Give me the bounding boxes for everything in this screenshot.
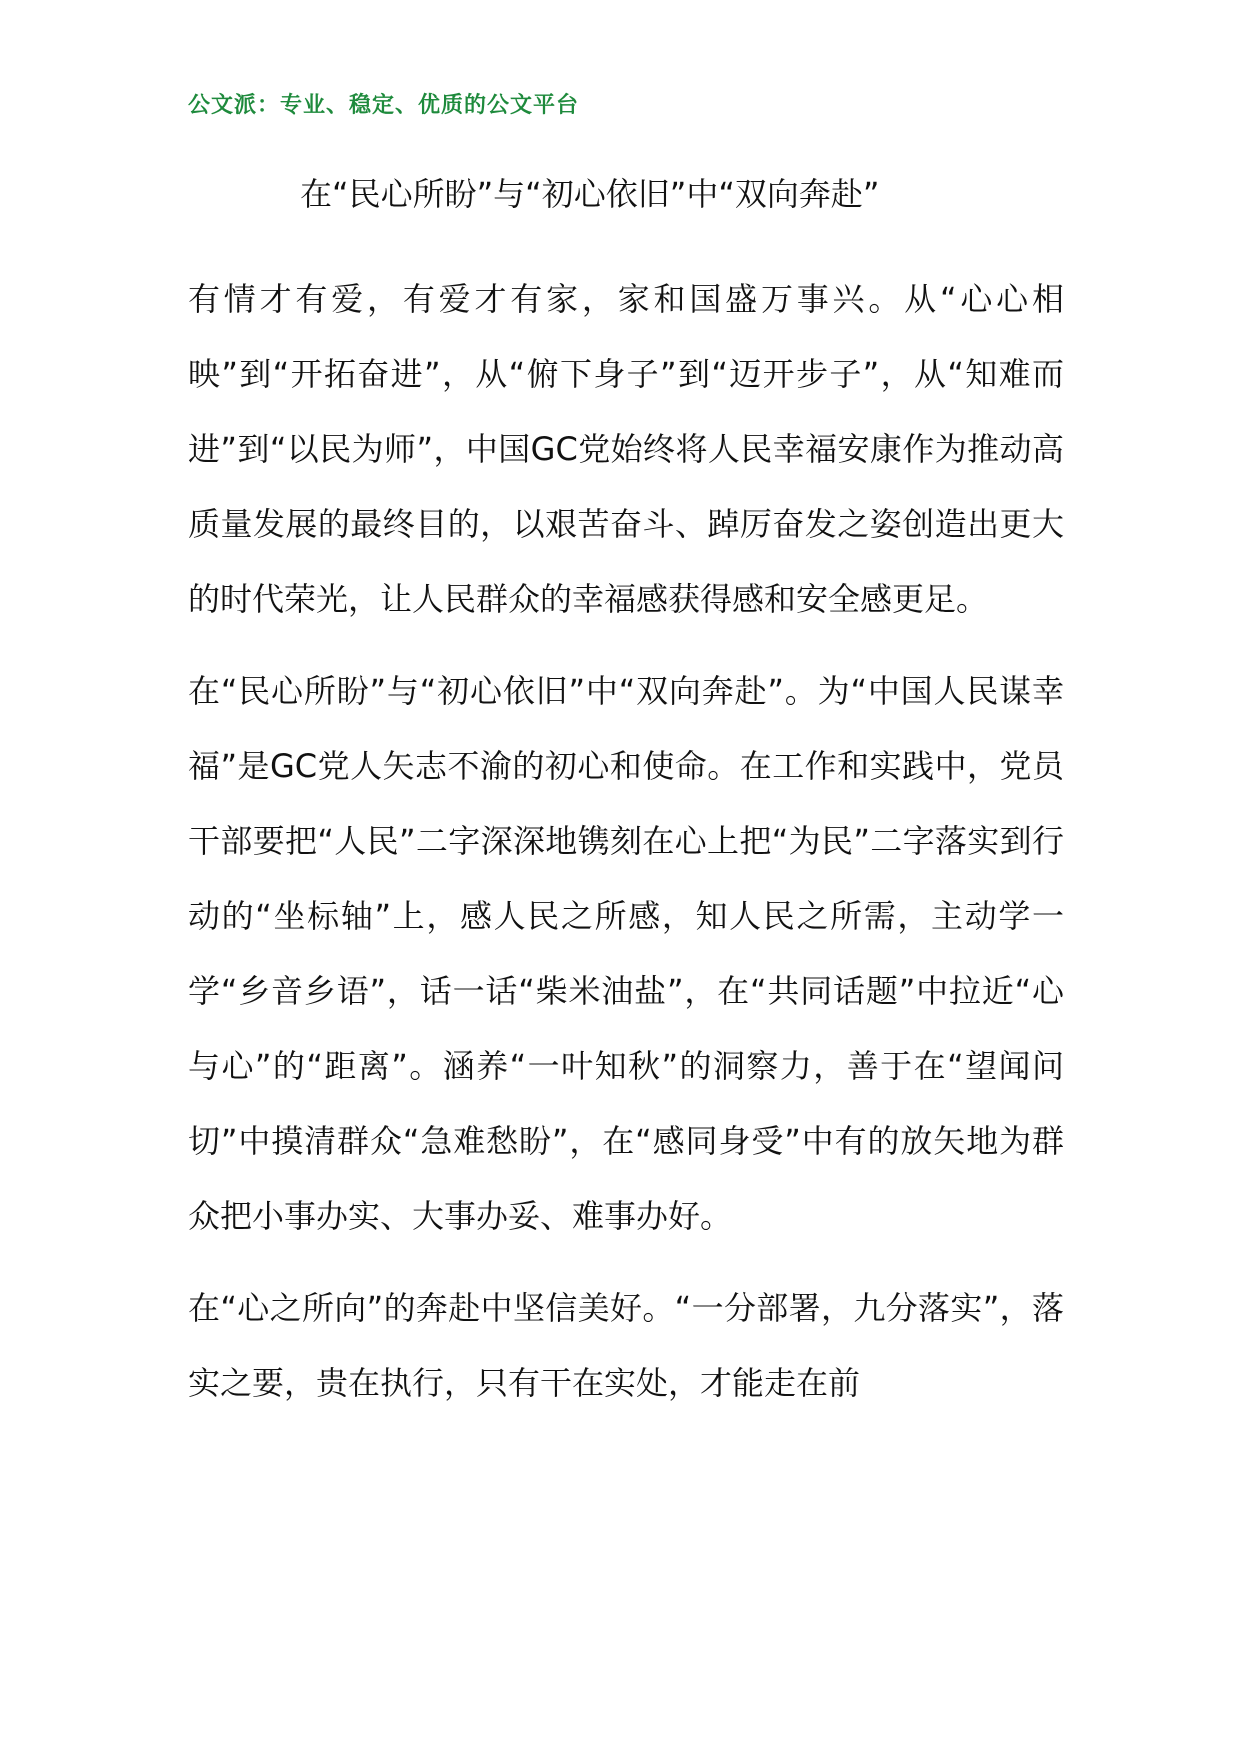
document-title: 在“民心所盼”与“初心依旧”中“双向奔赴” xyxy=(300,175,880,213)
document-body xyxy=(188,262,1064,1438)
paragraph-2: 在“民心所盼”与“初心依旧”中“双向奔赴”。为“中国人民谋幸福”是GC党人矢志不渝的初心和使命。在工作和实践中，党员干部要把“人民”二字深深地镌刻在心上把“为民”二字落实到行动的“坐标轴”上，感人民之所感，知人民之所需，主动学一学“乡音乡语”，话一话“柴米油盐”，在“共同话题”中拉近“心与心”的“距离”。涵养“一叶知秋”的洞察力，善于在“望闻问切”中摸清群众“急难愁盼”，在“感同身受”中有的放矢地为群众把小事办实、大事办妥、难事办好。 xyxy=(188,672,1064,1235)
site-header: 公文派：专业、稳定、优质的公文平台 xyxy=(188,92,580,118)
paragraph-1: 有情才有爱，有爱才有家，家和国盛万事兴。从“心心相映”到“开拓奋进”，从“俯下身子”到“迈开步子”，从“知难而进”到“以民为师”，中国GC党始终将人民幸福安康作为推动高质量发展的最终目的，以艰苦奋斗、踔厉奋发之姿创造出更大的时代荣光，让人民群众的幸福感获得感和安全感更足。 xyxy=(188,280,1064,618)
paragraph-3: 在“心之所向”的奔赴中坚信美好。“一分部署，九分落实”，落实之要，贵在执行，只有干在实处，才能走在前 xyxy=(188,1289,1064,1402)
